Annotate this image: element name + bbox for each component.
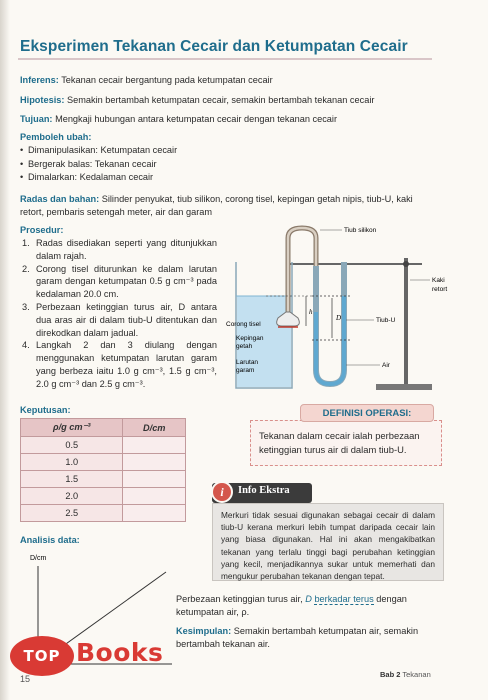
hipotesis-label: Hipotesis: [20,95,65,105]
analisis-label: Analisis data: [20,535,80,545]
retort-rod [404,258,408,386]
label-getah: getah [236,343,253,350]
definisi-heading: DEFINISI OPERASI: [300,404,434,422]
kesimpulan-label: Kesimpulan: [176,626,232,636]
prosedur-list [22,237,217,391]
inferens-text: Tekanan cecair bergantung pada ketumpatan cecair [61,75,273,85]
tujuan-text: Mengkaji hubungan antara ketumpatan cecair dengan tekanan cecair [55,114,338,124]
label-d: D [336,314,342,322]
hipotesis-line [20,94,374,107]
table-row: 1.0 [21,454,186,471]
list-item: 3. Perbezaan ketinggian turus air, D antara dua aras air di dalam tiub-U ditentukan dan direkodkan dalam jadual. [22,301,217,338]
keputusan-label: Keputusan: [20,405,71,415]
info-title: Info Ekstra [238,485,290,496]
col-d: D/cm [123,419,186,437]
relationship-line-1: Perbezaan ketinggian turus air, D berkadar terus dengan [176,594,407,604]
label-larutan: Larutan [236,359,259,366]
label-tiub-silikon: Tiub silikon [344,227,377,234]
kesimpulan-line-1: Kesimpulan: Semakin bertambah ketumpatan air, semakin [176,626,419,636]
table-header-row [21,419,186,437]
table-row: 2.5 [21,505,186,522]
retort-base [376,384,432,390]
page-edge-shadow [0,0,10,700]
col-density: ρ/g cm⁻³ [21,419,123,437]
kesimpulan-line-2: bertambah tekanan air. [176,639,270,649]
table-row: 0.5 [21,437,186,454]
page-number: 15 [20,674,31,684]
pemboleh-ubah-list [20,144,177,185]
label-kaki: Kaki [432,277,445,284]
tujuan-line [20,113,337,126]
label-tiub-u: Tiub-U [376,317,396,324]
radas-line-1: Radas dan bahan: Silinder penyukat, tiub silikon, corong tisel, kepingan getah nipis, tiub-U, kaki [20,194,413,204]
label-h: h [309,308,313,316]
inferens-line [20,74,273,87]
footer-chapter: Bab 2 Tekanan [380,670,431,679]
list-item: • Dimalarkan: Kedalaman cecair [20,172,154,182]
table-row: 2.0 [21,488,186,505]
prosedur-label: Prosedur: [20,225,64,235]
list-item: 1. Radas disediakan seperti yang ditunjukkan dalam rajah. [22,238,217,261]
u-tube [316,262,344,384]
list-item: 2. Corong tisel diturunkan ke dalam larutan garam dengan ketumpatan 0.5 g cm⁻³ pada kedalaman 20.0 cm. [22,263,217,300]
label-air: Air [382,362,390,369]
relationship-line-2: ketumpatan air, ρ. [176,607,250,617]
label-corong-tisel: Corong tisel [226,321,261,328]
page-title: Eksperimen Tekanan Cecair dan Ketumpatan Cecair [20,38,408,55]
graph-ylabel: D/cm [30,555,47,562]
label-retort: retort [432,286,448,293]
berkadar-terus: berkadar terus [314,594,374,604]
radas-line-2: retort, pembaris setengah meter, air dan garam [20,207,213,217]
list-item: 4. Langkah 2 dan 3 diulang dengan menggunakan ketumpatan larutan garam yang berbeza iaitu 1.0 g cm⁻³, 1.5 g cm⁻³, 2.0 g cm⁻³ dan 2.5 g cm⁻³. [22,340,217,389]
info-box: Merkuri tidak sesuai digunakan sebagai cecair di dalam tiub-U kerana merkuri lebih tumpat daripada cecair lain yang biasa digunakan. Hal ini akan mengakibatkan tekanan yang terlalu tinggi bagi perubahan ketinggian yang kecil, menjadikannya sukar untuk memerhati dan mengukur perubahan tekanan dengan tepat. [212,503,444,581]
list-item: • Dimanipulasikan: Ketumpatan cecair [20,145,178,155]
table-row: 1.5 [21,471,186,488]
pemboleh-ubah-label: Pemboleh ubah: [20,132,92,142]
topbooks-watermark [10,636,190,676]
hipotesis-text: Semakin bertambah ketumpatan cecair, semakin bertambah tekanan cecair [66,95,375,105]
watermark-top: TOP [10,636,74,676]
apparatus-diagram [226,222,456,394]
label-kepingan: Kepingan [236,335,264,342]
info-icon: i [211,481,233,503]
tujuan-label: Tujuan: [20,114,53,124]
list-item: • Bergerak balas: Tekanan cecair [20,158,157,169]
watermark-books: Books [76,638,164,667]
label-garam: garam [236,367,255,374]
inferens-label: Inferens: [20,75,59,85]
definisi-box: Tekanan dalam cecair ialah perbezaan ketinggian turus air di dalam tiub-U. [250,420,442,466]
radas-label: Radas dan bahan: [20,194,100,204]
results-table [20,418,186,522]
